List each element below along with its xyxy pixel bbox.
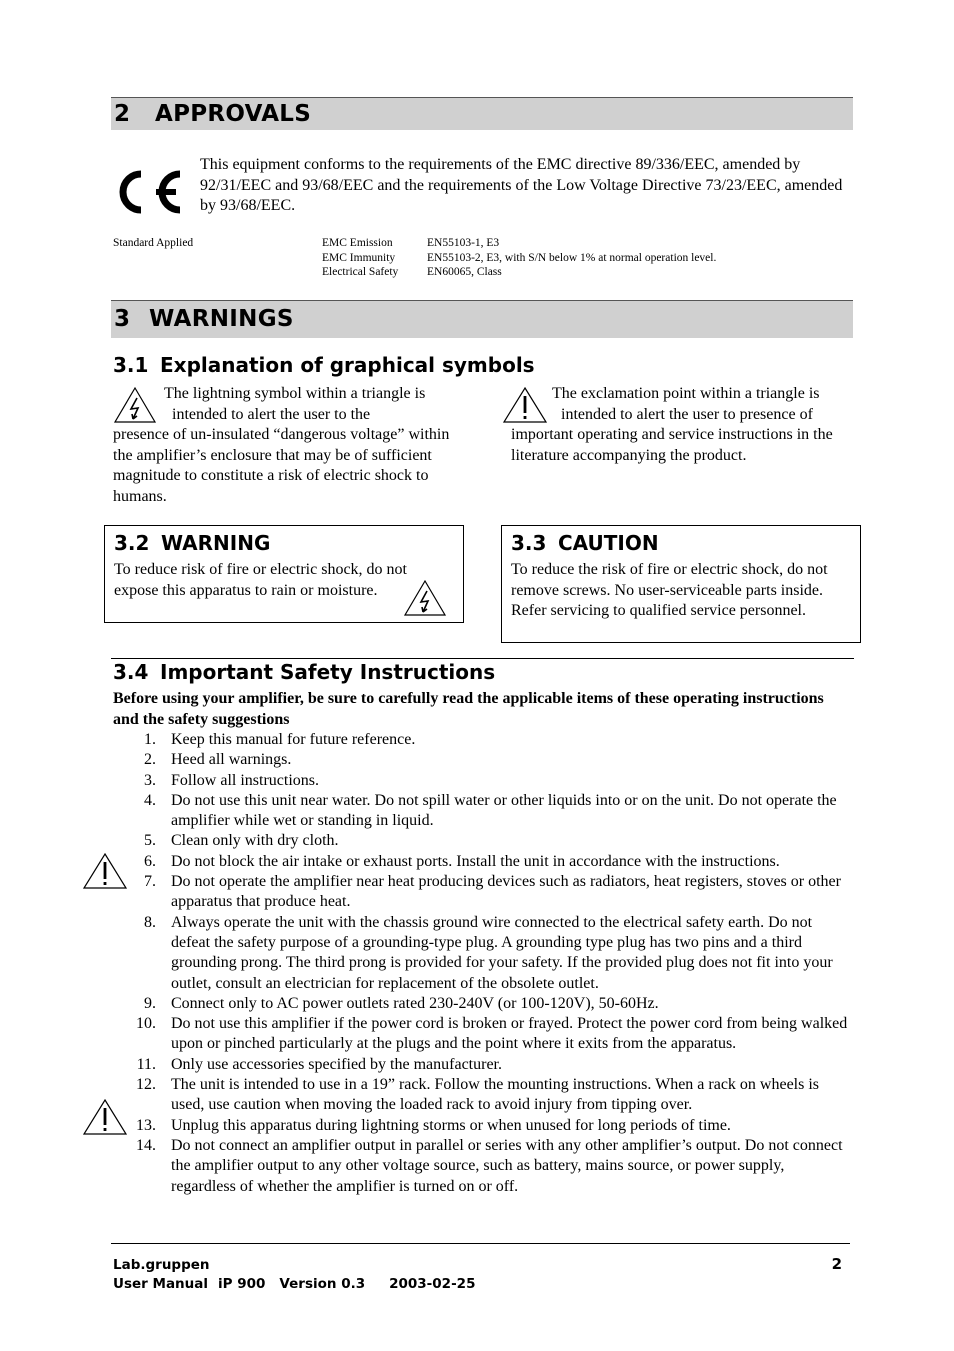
- section-number: 3: [114, 306, 131, 332]
- exclamation-explanation: The exclamation point within a triangle is intended to alert the user to presence of important operating and service instructions in the literature accompanying the product.: [511, 385, 833, 464]
- exclamation-triangle-icon: [82, 852, 128, 895]
- list-item: 5. Clean only with dry cloth.: [144, 832, 339, 850]
- standard-row: Electrical Safety EN60065, Class: [322, 266, 502, 278]
- caution-text: To reduce the risk of fire or electric shock, do not remove screws. No user-serviceable parts inside. Refer servicing to qualified service personnel.: [511, 561, 828, 619]
- footer-company: Lab.gruppen: [113, 1257, 210, 1273]
- list-item: 7. Do not operate the amplifier near heat producing devices such as radiators, heat registers, stoves or other apparatus that produce heat.: [144, 873, 841, 911]
- list-item: 2. Heed all warnings.: [144, 751, 292, 769]
- ce-mark-logo: [114, 166, 184, 218]
- standard-applied-label: Standard Applied: [113, 237, 194, 249]
- warning-box: [104, 525, 464, 623]
- list-item: 9. Connect only to AC power outlets rated 230-240V (or 100-120V), 50-60Hz.: [144, 994, 659, 1012]
- ce-mark-icon: [114, 166, 184, 218]
- section-title: APPROVALS: [155, 101, 312, 127]
- standard-row: EMC Immunity EN55103-2, E3, with S/N below 1% at normal operation level.: [322, 251, 717, 264]
- list-item: 13. Unplug this apparatus during lightning storms or when unused for long periods of time.: [136, 1116, 731, 1134]
- lightning-explanation: The lightning symbol within a triangle is intended to alert the user to the presence of un-insulated “dangerous voltage” within the amplifier’s enclosure that may be of sufficient magnitude to constitute a risk of electric shock to humans.: [113, 385, 450, 505]
- conformity-text: This equipment conforms to the requirements of the EMC directive 89/336/EEC, amended by 92/31/EEC and 93/68/EEC and the requirements of the Low Voltage Directive 73/23/EEC, amended by 93/68/EEC.: [200, 156, 843, 214]
- list-item: 10. Do not use this amplifier if the power cord is broken or frayed. Protect the power cord from being walked upon or pinched particularly at the plugs and the point where it exits from the apparatus.: [136, 1015, 848, 1053]
- standards-table: [322, 236, 852, 280]
- page-number: 2: [831, 1255, 842, 1273]
- section-title: WARNINGS: [149, 306, 294, 332]
- safety-intro: Before using your amplifier, be sure to carefully read the applicable items of these operating instructions and the safety suggestions: [113, 690, 824, 728]
- caution-box: [501, 525, 861, 643]
- divider: [111, 658, 854, 659]
- list-item: 6. Do not block the air intake or exhaust ports. Install the unit in accordance with the instructions.: [144, 852, 780, 870]
- list-item: 8. Always operate the unit with the chassis ground wire connected to the electrical safety earth. Do not defeat the safety purpose of a grounding-type plug. A grounding type plug has two pins and a third grounding prong. The third prong is provided for your safety. If the provided plug does not fit into your outlet, consult an electrician for replacement of the obsolete outlet.: [144, 913, 833, 992]
- warning-heading: 3.2 WARNING: [114, 531, 271, 555]
- lightning-triangle-icon: [403, 579, 447, 622]
- section-number: 2: [114, 101, 131, 127]
- caution-heading: 3.3 CAUTION: [511, 531, 659, 555]
- warning-text: To reduce risk of fire or electric shock, do not expose this apparatus to rain or moisture.: [114, 561, 407, 599]
- section-approvals-header: [111, 97, 853, 130]
- list-item: 4. Do not use this unit near water. Do not spill water or other liquids into or on the unit. Do not operate the amplifier while wet or standing in liquid.: [144, 791, 837, 830]
- list-item: 12. The unit is intended to use in a 19” rack. Follow the mounting instructions. When a rack on wheels is used, use caution when moving the loaded rack to avoid injury from tipping over.: [136, 1076, 820, 1114]
- safety-instructions-list: [113, 730, 853, 1197]
- safety-heading: 3.4 Important Safety Instructions: [113, 660, 496, 684]
- footer-divider: [111, 1243, 850, 1244]
- list-item: 14. Do not connect an amplifier output in parallel or series with any other amplifier’s output. Do not connect the amplifier output to any other voltage source, such as battery, mains source, or power supply, regardless of whether the amplifier is turned on or off.: [136, 1136, 843, 1195]
- list-item: 3. Follow all instructions.: [144, 771, 319, 789]
- section-warnings-header: [111, 300, 853, 338]
- list-item: 11. Only use accessories specified by the manufacturer.: [136, 1055, 502, 1073]
- exclamation-triangle-icon: [82, 1098, 128, 1141]
- standard-row: EMC Emission EN55103-1, E3: [322, 237, 500, 249]
- footer-doc-info: User Manual iP 900 Version 0.3 2003-02-25: [113, 1276, 476, 1292]
- symbols-heading: 3.1 Explanation of graphical symbols: [113, 353, 535, 377]
- list-item: 1. Keep this manual for future reference.: [144, 731, 416, 748]
